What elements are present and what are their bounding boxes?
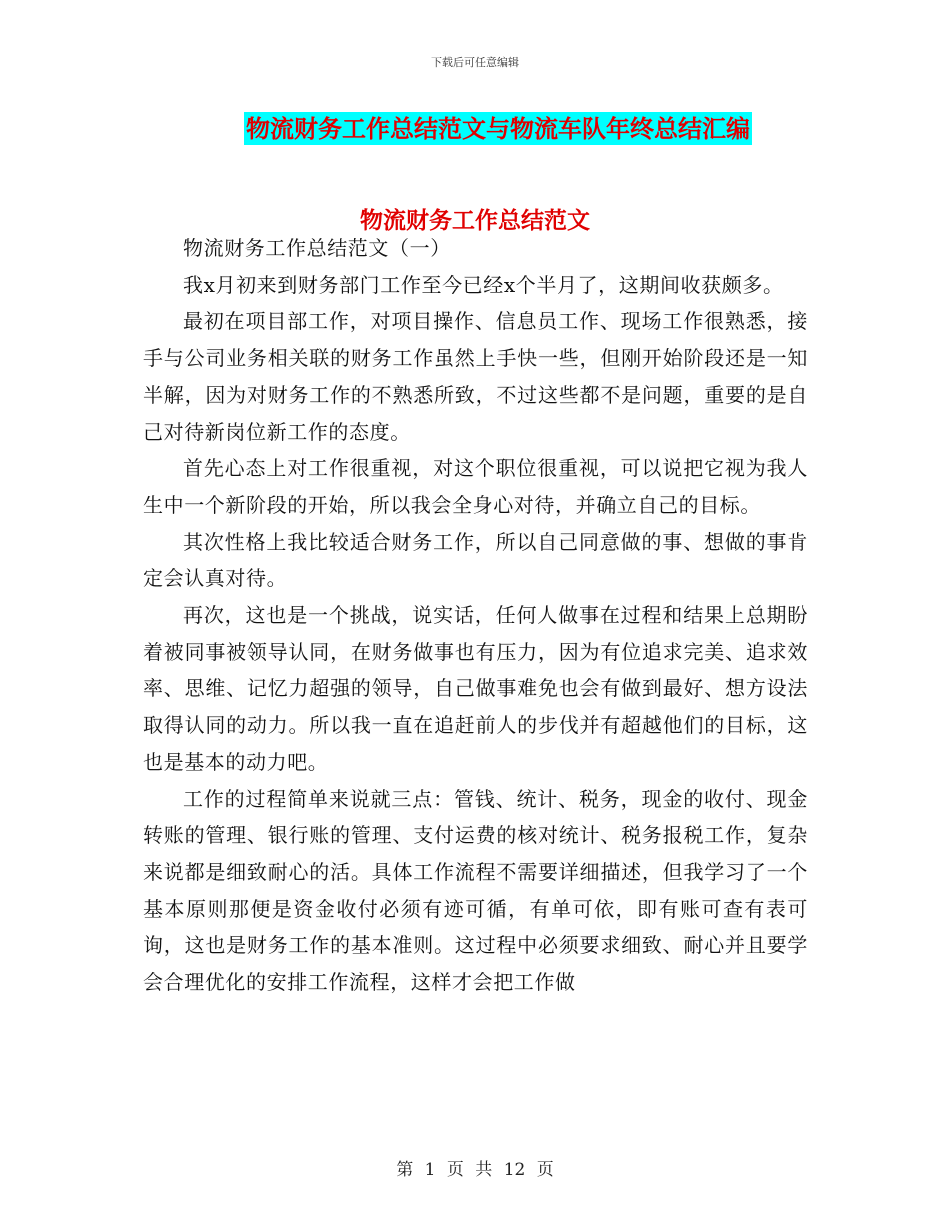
paragraph: 工作的过程简单来说就三点：管钱、统计、税务，现金的收付、现金转账的管理、银行账的管理、支付运费的核对统计、税务报税工作，复杂来说都是细致耐心的活。具体工作流程不需要详细描述，但我学习了一个基本原则那便是资金收付必须有迹可循，有单可依，即有账可查有表可询，这也是财务工作的基本准则。这过程中必须要求细致、耐心并且要学会合理优化的安排工作流程，这样才会把工作做 (143, 786, 808, 995)
paragraph: 其次性格上我比较适合财务工作，所以自己同意做的事、想做的事肯定会认真对待。 (143, 529, 808, 591)
document-title: 物流财务工作总结范文与物流车队年终总结汇编 (246, 114, 750, 143)
document-body (143, 220, 808, 1001)
paragraph: 首先心态上对工作很重视，对这个职位很重视，可以说把它视为我人生中一个新阶段的开始，所以我会全身心对待，并确立自己的目标。 (143, 456, 808, 517)
paragraph: 再次，这也是一个挑战，说实话，任何人做事在过程和结果上总期盼着被同事被领导认同，在财务做事也有压力，因为有位追求完美、追求效率、思维、记忆力超强的领导，自己做事难免也会有做到最好、想方设法取得认同的动力。所以我一直在追赶前人的步伐并有超越他们的目标，这也是基本的动力吧。 (143, 603, 808, 774)
paragraph: 最初在项目部工作，对项目操作、信息员工作、现场工作很熟悉，接手与公司业务相关联的财务工作虽然上手快一些，但刚开始阶段还是一知半解，因为对财务工作的不熟悉所致，不过这些都不是问题，重要的是自己对待新岗位新工作的态度。 (143, 309, 808, 444)
section-title: 物流财务工作总结范文 (360, 207, 590, 234)
page-number-footer: 第 1 页 共 12 页 (396, 1160, 554, 1180)
document-title-container (0, 112, 950, 145)
sub-heading: 物流财务工作总结范文（一） (183, 236, 451, 260)
header-note: 下载后可任意编辑 (431, 56, 519, 69)
paragraph: 我x月初来到财务部门工作至今已经x个半月了，这期间收获颇多。 (183, 272, 784, 297)
